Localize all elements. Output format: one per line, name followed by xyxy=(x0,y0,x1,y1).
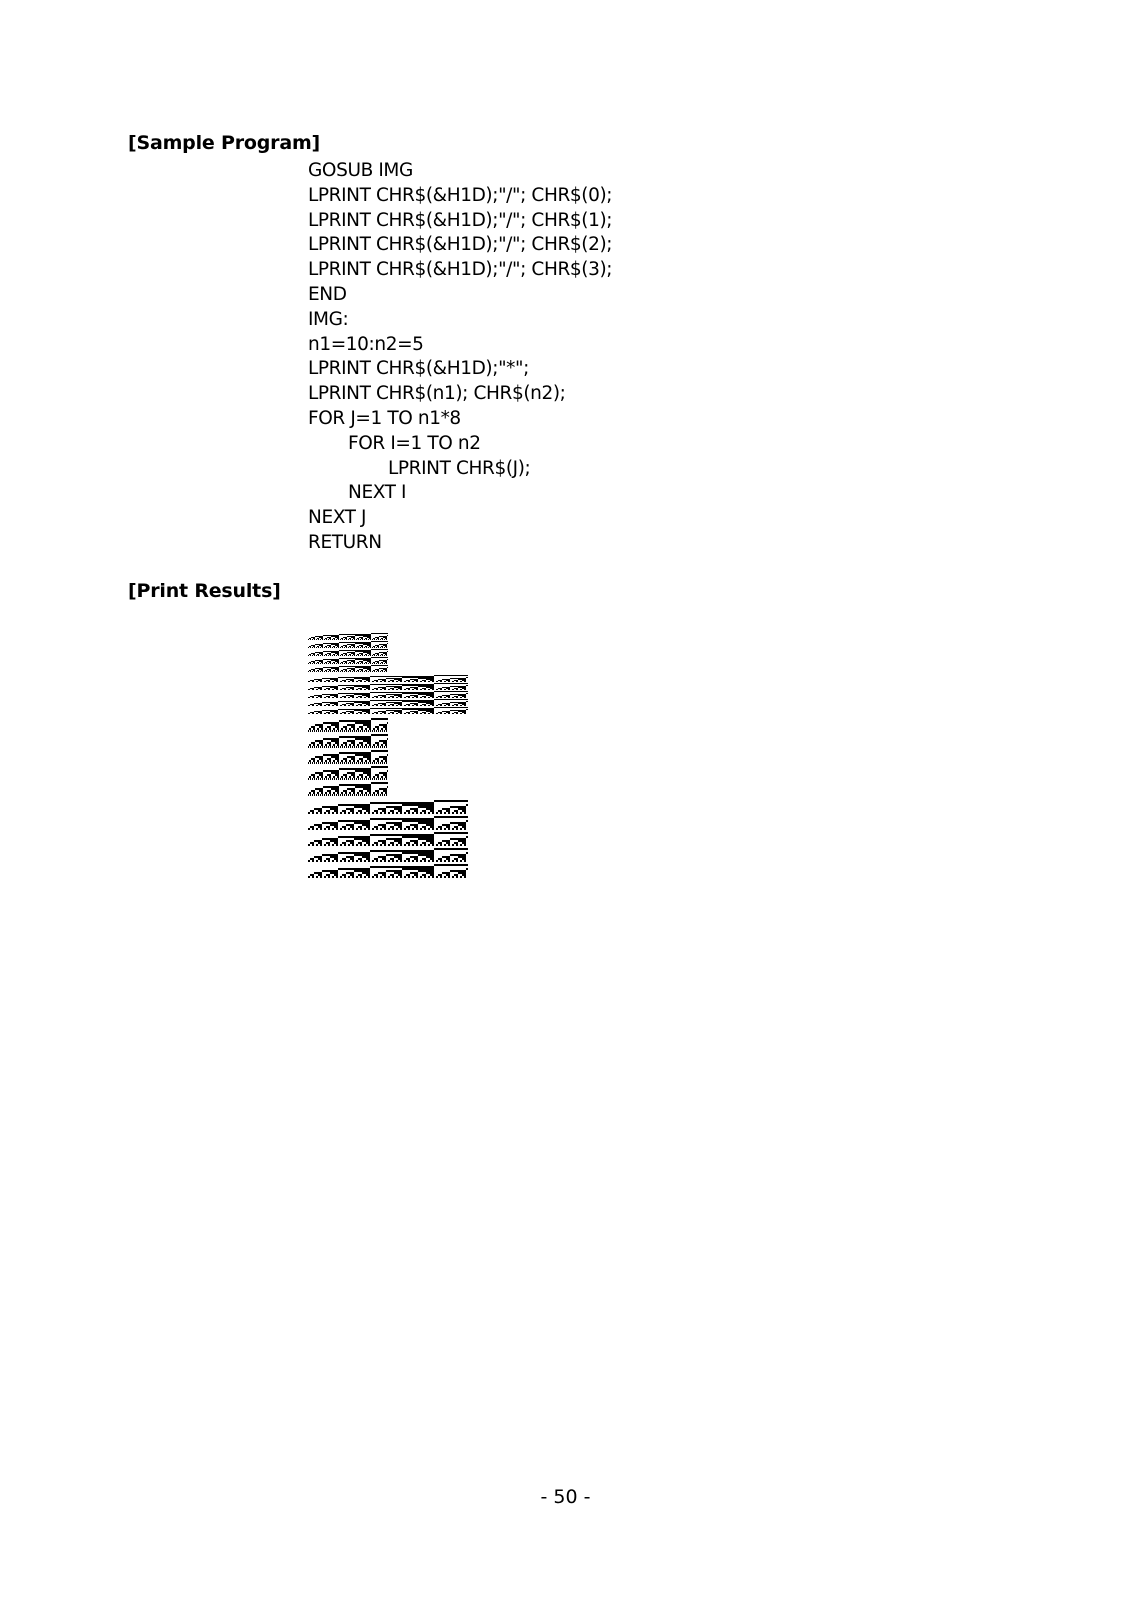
code-line: FOR I=1 TO n2 xyxy=(348,432,481,454)
code-line: FOR J=1 TO n1*8 xyxy=(308,407,461,429)
code-line: NEXT J xyxy=(308,507,367,529)
code-line: RETURN xyxy=(308,531,382,553)
code-line: END xyxy=(308,283,347,305)
print-results-heading: [Print Results] xyxy=(128,580,281,602)
code-line: n1=10:n2=5 xyxy=(308,333,424,355)
code-line: LPRINT CHR$(&H1D);"/"; CHR$(0); xyxy=(308,184,613,206)
code-line: LPRINT CHR$(&H1D);"/"; CHR$(1); xyxy=(308,209,613,231)
print-mode-block xyxy=(308,718,388,796)
print-mode-block xyxy=(308,633,388,672)
code-line: GOSUB IMG xyxy=(308,160,413,181)
print-mode-block xyxy=(308,675,468,714)
code-line: LPRINT CHR$(&H1D);"/"; CHR$(2); xyxy=(308,234,613,256)
code-line: NEXT I xyxy=(348,482,407,504)
printed-bit-image xyxy=(308,632,468,922)
sample-program-heading: [Sample Program] xyxy=(128,132,321,154)
code-line: LPRINT CHR$(&H1D);"/"; CHR$(3); xyxy=(308,259,613,281)
code-line: IMG: xyxy=(308,308,349,330)
page-number: - 50 - xyxy=(540,1486,591,1508)
print-mode-block xyxy=(308,800,468,878)
code-line: LPRINT CHR$(&H1D);"*"; xyxy=(308,358,529,380)
code-line: LPRINT CHR$(J); xyxy=(388,457,531,479)
code-listing xyxy=(308,159,612,556)
code-line: LPRINT CHR$(n1); CHR$(n2); xyxy=(308,383,566,405)
